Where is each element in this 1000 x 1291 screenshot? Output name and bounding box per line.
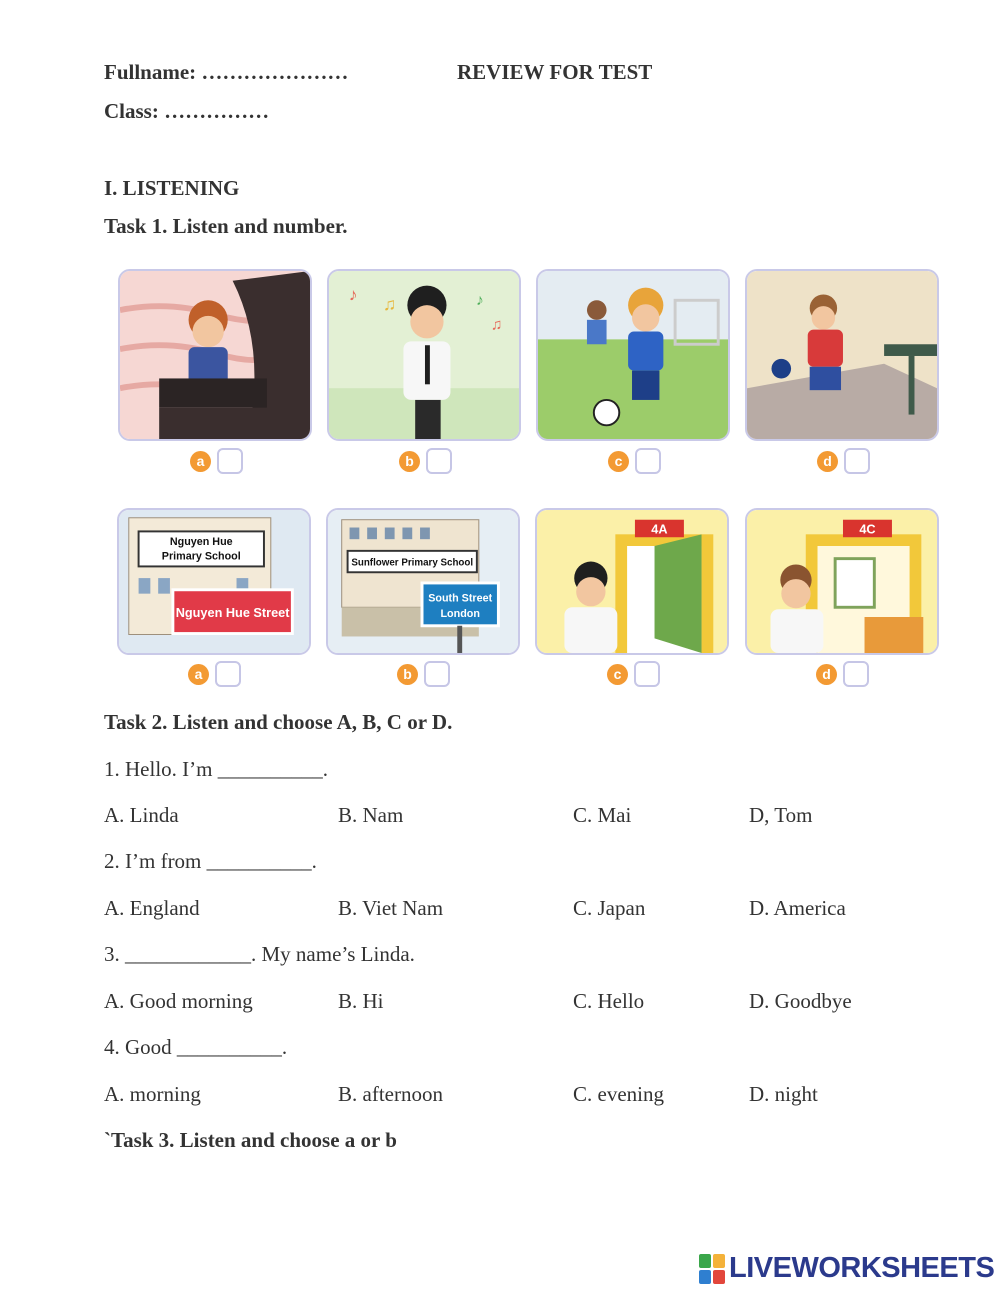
- q2-option-d[interactable]: D. America: [749, 896, 846, 920]
- task1-row2-option-d: [816, 661, 869, 687]
- boy-singing-picture: [327, 269, 521, 441]
- svg-text:4C: 4C: [859, 522, 876, 537]
- svg-text:Nguyen Hue Street: Nguyen Hue Street: [175, 606, 290, 620]
- question-1: 1. Hello. I’m __________.: [104, 757, 328, 781]
- option-letter-badge: c: [607, 664, 628, 685]
- option-letter-badge: a: [188, 664, 209, 685]
- task3-title: `Task 3. Listen and choose a or b: [104, 1128, 397, 1152]
- svg-text:South Street: South Street: [428, 592, 493, 605]
- svg-text:♫: ♫: [490, 316, 503, 334]
- task1-row1-option-a: [190, 448, 243, 474]
- q3-option-b[interactable]: B. Hi: [338, 989, 384, 1013]
- task1-row2-option-a: [188, 661, 241, 687]
- q1-option-d[interactable]: D, Tom: [749, 803, 813, 827]
- q2-option-a[interactable]: A. England: [104, 896, 200, 920]
- svg-text:London: London: [440, 608, 480, 620]
- q4-option-b[interactable]: B. afternoon: [338, 1082, 443, 1106]
- answer-box[interactable]: [843, 661, 869, 687]
- classroom-4a-picture: [535, 508, 729, 655]
- answer-box[interactable]: [424, 661, 450, 687]
- svg-text:Primary School: Primary School: [161, 550, 241, 563]
- svg-text:Sunflower Primary School: Sunflower Primary School: [351, 557, 474, 569]
- task1-row2-option-c: [607, 661, 660, 687]
- q3-option-a[interactable]: A. Good morning: [104, 989, 253, 1013]
- svg-text:Nguyen Hue: Nguyen Hue: [169, 536, 233, 549]
- answer-box[interactable]: [634, 661, 660, 687]
- q1-option-c[interactable]: C. Mai: [573, 803, 632, 827]
- q3-option-c[interactable]: C. Hello: [573, 989, 645, 1013]
- svg-text:4A: 4A: [651, 522, 668, 537]
- page-title: REVIEW FOR TEST: [457, 60, 653, 84]
- option-letter-badge: c: [608, 451, 629, 472]
- nguyen-hue-school-picture: [117, 508, 311, 655]
- question-3: 3. ____________. My name’s Linda.: [104, 942, 415, 966]
- option-letter-badge: d: [817, 451, 838, 472]
- section-heading: I. LISTENING: [104, 176, 240, 200]
- question-2: 2. I’m from __________.: [104, 849, 317, 873]
- answer-box[interactable]: [217, 448, 243, 474]
- logo-text: LIVEWORKSHEETS: [729, 1252, 995, 1284]
- svg-text:♪: ♪: [348, 284, 358, 305]
- q4-option-c[interactable]: C. evening: [573, 1082, 664, 1106]
- task1-title: Task 1. Listen and number.: [104, 214, 348, 238]
- question-4: 4. Good __________.: [104, 1035, 288, 1059]
- boy-playing-piano-picture: [118, 269, 312, 441]
- task2-title: Task 2. Listen and choose A, B, C or D.: [104, 710, 453, 734]
- liveworksheets-logo[interactable]: [699, 1252, 994, 1285]
- boys-playing-football-picture: [536, 269, 730, 441]
- liveworksheets-logo-icon: [699, 1254, 725, 1284]
- task1-row1-option-c: [608, 448, 661, 474]
- boy-playing-table-tennis-picture: [745, 269, 939, 441]
- q2-option-c[interactable]: C. Japan: [573, 896, 646, 920]
- svg-text:♫: ♫: [382, 294, 397, 315]
- q2-option-b[interactable]: B. Viet Nam: [338, 896, 444, 920]
- q4-option-a[interactable]: A. morning: [104, 1082, 201, 1106]
- option-letter-badge: a: [190, 451, 211, 472]
- option-letter-badge: d: [816, 664, 837, 685]
- option-letter-badge: b: [399, 451, 420, 472]
- fullname-label: Fullname: …………………: [104, 60, 349, 84]
- task1-row1-option-d: [817, 448, 870, 474]
- q1-option-b[interactable]: B. Nam: [338, 803, 404, 827]
- answer-box[interactable]: [426, 448, 452, 474]
- answer-box[interactable]: [635, 448, 661, 474]
- option-letter-badge: b: [397, 664, 418, 685]
- svg-text:♪: ♪: [475, 292, 484, 310]
- answer-box[interactable]: [215, 661, 241, 687]
- q3-option-d[interactable]: D. Goodbye: [749, 989, 852, 1013]
- task1-row2-option-b: [397, 661, 450, 687]
- q1-option-a[interactable]: A. Linda: [104, 803, 179, 827]
- q4-option-d[interactable]: D. night: [749, 1082, 818, 1106]
- answer-box[interactable]: [844, 448, 870, 474]
- class-label: Class: ……………: [104, 99, 270, 123]
- sunflower-school-picture: [326, 508, 520, 655]
- task1-row1-option-b: [399, 448, 452, 474]
- classroom-4c-picture: [745, 508, 939, 655]
